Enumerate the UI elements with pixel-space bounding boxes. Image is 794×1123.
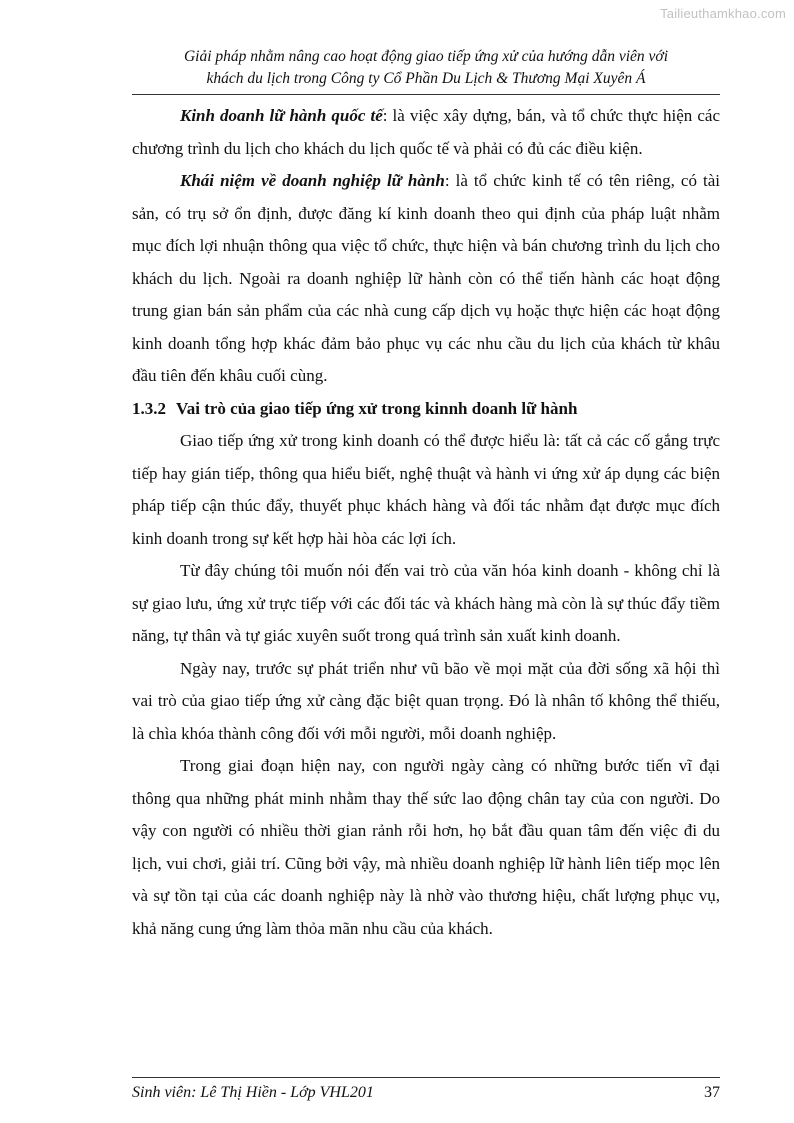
header-line-2: khách du lịch trong Công ty Cổ Phần Du Lịch & Thương Mại Xuyên Á <box>206 70 646 87</box>
footer-divider <box>132 1077 720 1078</box>
section-heading <box>132 393 720 426</box>
section-number: 1.3.2 <box>132 398 166 418</box>
header-line-1: Giải pháp nhằm nâng cao hoạt động giao tiếp ứng xử của hướng dẫn viên với <box>183 48 669 65</box>
definition-international-travel-business: : là việc xây dựng, bán, và tổ chức thực hiện các chương trình du lịch cho khách du lịch quốc tế và phải có đủ các điều kiện. <box>132 106 720 158</box>
running-header <box>132 46 720 90</box>
definition-travel-enterprise-concept: : là tổ chức kinh tế có tên riêng, có tài sản, có trụ sở ổn định, được đăng kí kinh doanh theo qui định của pháp luật nhằm mục đích lợi nhuận thông qua việc tổ chức, thực hiện và bán chương trình du lịch cho khách du lịch. Ngoài ra doanh nghiệp lữ hành còn có thể tiến hành các hoạt động trung gian bán sản phẩm của các nhà cung cấp dịch vụ hoặc thực hiện các hoạt động kinh doanh tổng hợp khác đảm bảo phục vụ các nhu cầu du lịch của khách từ khâu đầu tiên đến khâu cuối cùng. <box>132 171 720 385</box>
document-body <box>132 100 720 945</box>
header-divider <box>132 94 720 95</box>
watermark-text: Tailieuthamkhao.com <box>660 6 786 21</box>
paragraph-body: Giao tiếp ứng xử trong kinh doanh có thể được hiểu là: tất cả các cố gắng trực tiếp hay gián tiếp, thông qua hiểu biết, nghệ thuật và hành vi ứng xử áp dụng các biện pháp tiếp cận thúc đẩy, thuyết phục khách hàng và đối tác nhằm đạt được mục đích kinh doanh trong sự kết hợp hài hòa các lợi ích. <box>132 431 720 548</box>
footer-author: Sinh viên: Lê Thị Hiền - Lớp VHL201 <box>132 1084 374 1101</box>
paragraph-international-travel-business <box>132 100 720 165</box>
paragraph-body: Ngày nay, trước sự phát triển như vũ bão về mọi mặt của đời sống xã hội thì vai trò của giao tiếp ứng xử càng đặc biệt quan trọng. Đó là nhân tố không thể thiếu, là chìa khóa thành công đối với mỗi người, mỗi doanh nghiệp. <box>132 658 720 743</box>
paragraph-travel-enterprise-concept <box>132 165 720 393</box>
paragraph-body: Từ đây chúng tôi muốn nói đến vai trò của văn hóa kinh doanh - không chỉ là sự giao lưu, ứng xử trực tiếp với các đối tác và khách hàng mà còn là sự thúc đẩy tiềm năng, tự thân và tự giác xuyên suốt trong quá trình sản xuất kinh doanh. <box>132 561 720 645</box>
section-title: Vai trò của giao tiếp ứng xử trong kinnh doanh lữ hành <box>176 398 578 418</box>
paragraph-body: Trong giai đoạn hiện nay, con người ngày càng có những bước tiến vĩ đại thông qua những phát minh nhằm thay thế sức lao động chân tay của con người. Do vậy con người có nhiều thời gian rảnh rỗi hơn, họ bắt đầu quan tâm đến việc đi du lịch, vui chơi, giải trí. Cũng bởi vậy, mà nhiều doanh nghiệp lữ hành liên tiếp mọc lên và sự tồn tại của các doanh nghiệp này là nhờ vào thương hiệu, chất lượng phục vụ, khả năng cung ứng làm thỏa mãn nhu cầu của khách. <box>132 756 720 938</box>
term-international-travel-business: Kinh doanh lữ hành quốc tế <box>180 106 383 125</box>
page-footer <box>132 1082 720 1104</box>
term-travel-enterprise-concept: Khái niệm về doanh nghiệp lữ hành <box>180 171 445 190</box>
page-number: 37 <box>704 1084 720 1101</box>
